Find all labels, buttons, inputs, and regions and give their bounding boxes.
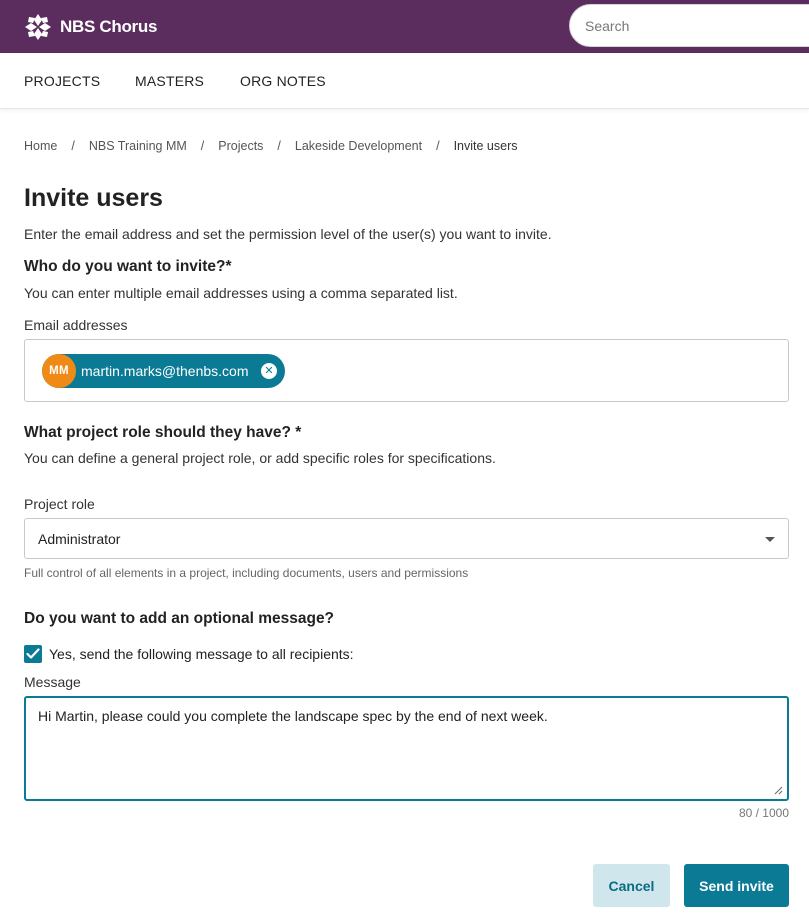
breadcrumb-item-projects[interactable]: Projects: [218, 139, 264, 153]
send-message-checkbox-label[interactable]: Yes, send the following message to all recipients:: [49, 646, 354, 662]
recipient-email: martin.marks@thenbs.com: [81, 363, 249, 379]
top-bar: [0, 0, 809, 53]
remove-recipient-icon[interactable]: ✕: [261, 363, 277, 379]
page-intro: Enter the email address and set the permission level of the user(s) you want to invite.: [24, 226, 552, 242]
invite-heading: Who do you want to invite?*: [24, 258, 232, 275]
project-role-value: Administrator: [38, 531, 121, 547]
brand-name: NBS Chorus: [60, 17, 158, 36]
brand-logo[interactable]: [24, 12, 157, 42]
checkmark-icon: [26, 648, 40, 660]
caret-down-icon: [765, 537, 775, 542]
avatar: MM: [42, 354, 76, 388]
nav-item-masters[interactable]: MASTERS: [135, 73, 205, 89]
main-nav: [0, 53, 809, 109]
breadcrumb-item-project[interactable]: Lakeside Development: [294, 139, 423, 153]
project-role-help: Full control of all elements in a project, including documents, users and permissions: [24, 566, 469, 580]
recipient-chip[interactable]: [42, 354, 285, 388]
search-box[interactable]: [569, 4, 809, 47]
send-invite-button[interactable]: Send invite: [684, 864, 789, 907]
cancel-button[interactable]: Cancel: [593, 864, 670, 907]
character-counter: 80 / 1000: [738, 806, 789, 820]
role-subtext: You can define a general project role, or add specific roles for specifications.: [24, 450, 496, 466]
project-role-label: Project role: [24, 496, 95, 512]
search-input[interactable]: [570, 5, 809, 46]
send-message-option: [24, 644, 354, 664]
email-field[interactable]: [24, 339, 789, 402]
message-text: Hi Martin, please could you complete the landscape spec by the end of next week.: [38, 708, 548, 724]
breadcrumb-separator: /: [436, 139, 440, 153]
breadcrumb-item-home[interactable]: Home: [24, 139, 58, 153]
breadcrumb-current: Invite users: [453, 139, 518, 153]
resize-grip-icon[interactable]: [774, 786, 783, 795]
send-message-checkbox[interactable]: [24, 645, 42, 663]
invite-subtext: You can enter multiple email addresses using a comma separated list.: [24, 285, 458, 301]
message-heading: Do you want to add an optional message?: [24, 610, 335, 627]
message-textarea[interactable]: [24, 696, 789, 801]
breadcrumb-separator: /: [71, 139, 75, 153]
message-label: Message: [24, 674, 81, 690]
project-role-select[interactable]: [24, 518, 789, 559]
breadcrumb: [24, 139, 517, 153]
nav-item-projects[interactable]: PROJECTS: [24, 73, 101, 89]
breadcrumb-item-organisation[interactable]: NBS Training MM: [88, 139, 187, 153]
page-title: Invite users: [24, 184, 163, 212]
breadcrumb-separator: /: [200, 139, 205, 153]
email-field-label: Email addresses: [24, 317, 128, 333]
nav-item-org-notes[interactable]: ORG NOTES: [240, 73, 326, 89]
role-heading: What project role should they have? *: [24, 424, 302, 441]
nbs-logo-icon: [24, 13, 52, 41]
breadcrumb-separator: /: [277, 139, 281, 153]
